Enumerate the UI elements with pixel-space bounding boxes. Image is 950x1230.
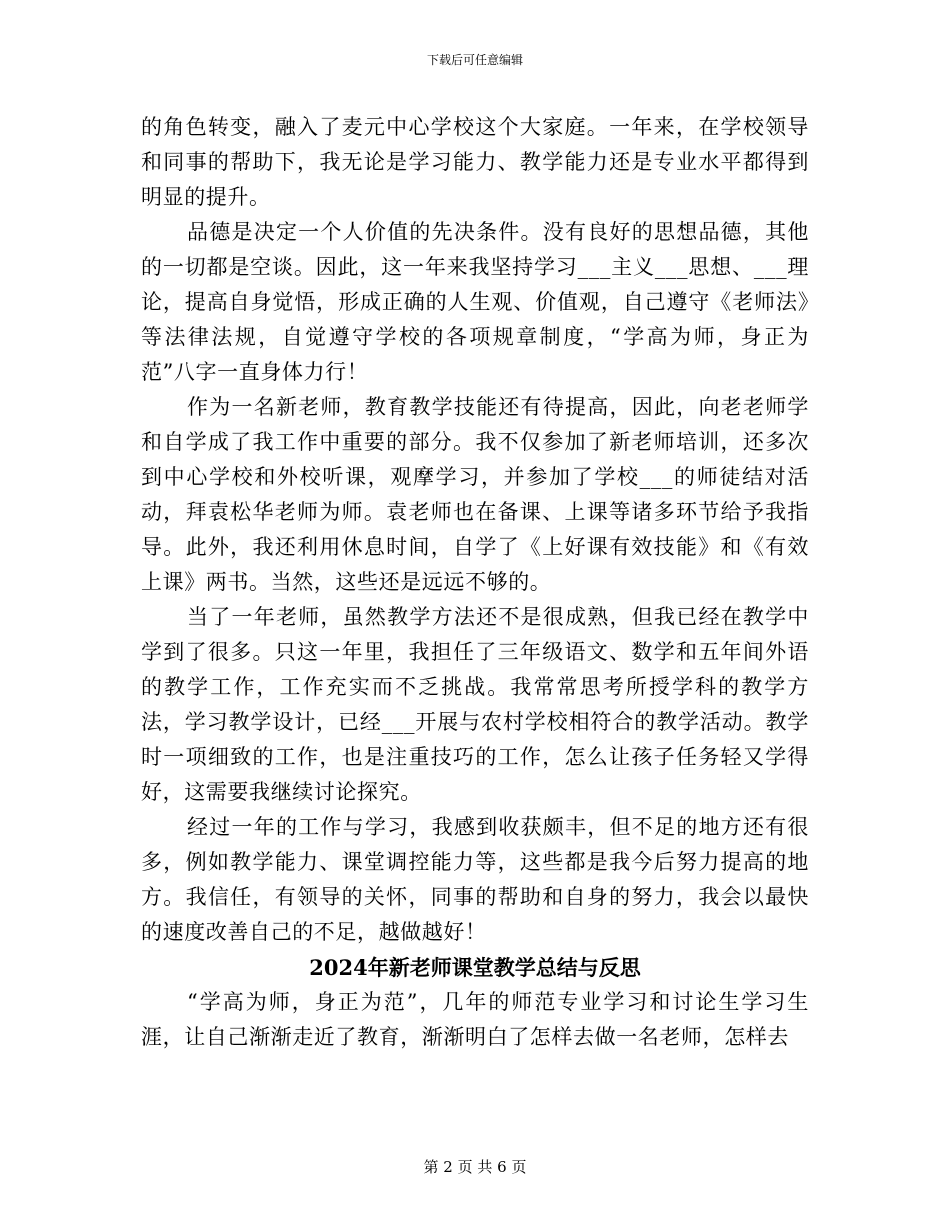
section-title: 2024年新老师课堂教学总结与反思 (309, 955, 641, 980)
paragraph-2: 品德是决定一个人价值的先决条件。没有良好的思想品德，其他的一切都是空谈。因此，这一年来我坚持学习___主义___思想、___理论，提高自身觉悟，形成正确的人生观、价值观，自己遵守《老师法》等法律法规，自觉遵守学校的各项规章制度，“学高为师，身正为范”八字一直身体力行！ (141, 220, 809, 384)
paragraph-5: 经过一年的工作与学习，我感到收获颇丰，但不足的地方还有很多，例如教学能力、课堂调控能力等，这些都是我今后努力提高的地方。我信任，有领导的关怀，同事的帮助和自身的努力，我会以最快的速度改善自己的不足，越做越好！ (141, 815, 809, 944)
document-body (141, 110, 809, 1055)
paragraph-4: 当了一年老师，虽然教学方法还不是很成熟，但我已经在教学中学到了很多。只这一年里，我担任了三年级语文、数学和五年间外语的教学工作，工作充实而不乏挑战。我常常思考所授学科的教学方法，学习教学设计，已经___开展与农村学校相符合的教学活动。教学时一项细致的工作，也是注重技巧的工作，怎么让孩子任务轻又学得好，这需要我继续讨论探究。 (141, 605, 809, 804)
page-number: 第 2 页 共 6 页 (423, 1158, 527, 1176)
page-header: 下载后可任意编辑 (426, 53, 523, 67)
section-paragraph: “学高为师，身正为范”，几年的师范专业学习和讨论生学习生涯，让自己渐渐走近了教育，渐渐明白了怎样去做一名老师，怎样去 (141, 990, 809, 1049)
paragraph-3: 作为一名新老师，教育教学技能还有待提高，因此，向老老师学和自学成了我工作中重要的部分。我不仅参加了新老师培训，还多次到中心学校和外校听课，观摩学习，并参加了学校___的师徒结对活动，拜袁松华老师为师。袁老师也在备课、上课等诸多环节给予我指导。此外，我还利用休息时间，自学了《上好课有效技能》和《有效上课》两书。当然，这些还是远远不够的。 (141, 395, 809, 594)
paragraph-1: 的角色转变，融入了麦元中心学校这个大家庭。一年来，在学校领导和同事的帮助下，我无论是学习能力、教学能力还是专业水平都得到明显的提升。 (141, 115, 809, 209)
